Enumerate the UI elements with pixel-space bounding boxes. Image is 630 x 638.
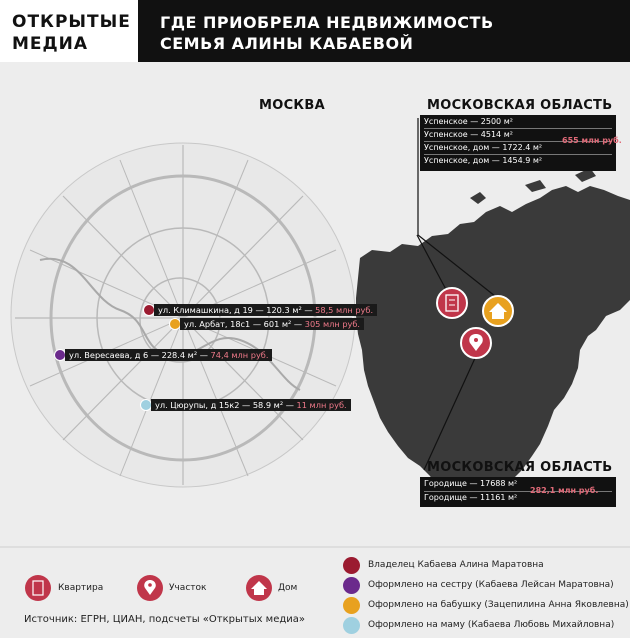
- legend-owner-label: Оформлено на бабушку (Зацепилина Анна Яковлевна): [368, 600, 629, 610]
- moscow-property-label: ул. Климашкина, д 19 — 120.3 м² — 58,5 млн руб.: [154, 304, 377, 316]
- legend-plot-label: Участок: [169, 583, 207, 593]
- island-1: [470, 192, 486, 204]
- logo-line2: МЕДИА: [12, 34, 89, 54]
- oblast-top-total: 655 млн руб.: [562, 136, 622, 145]
- title-bar: [138, 0, 630, 62]
- legend-owner-dot: [343, 617, 360, 634]
- oblast-top-row: Успенское, дом — 1722.4 м²: [424, 143, 543, 152]
- title-line1: ГДЕ ПРИОБРЕЛА НЕДВИЖИМОСТЬ: [160, 13, 494, 32]
- oblast-bottom-row: Городище — 11161 м²: [424, 493, 518, 502]
- legend-owner-label: Владелец Кабаева Алина Маратовна: [368, 560, 544, 570]
- legend-owner-dot: [343, 557, 360, 574]
- house-icon: [246, 575, 272, 601]
- title-line2: СЕМЬЯ АЛИНЫ КАБАЕВОЙ: [160, 34, 414, 53]
- oblast-bottom-title: МОСКОВСКАЯ ОБЛАСТЬ: [427, 460, 613, 475]
- oblast-bottom-row: Городище — 17688 м²: [424, 479, 518, 488]
- legend-owner-dot: [343, 597, 360, 614]
- house-marker-map: [483, 296, 513, 326]
- oblast-bottom-box: [420, 477, 616, 507]
- oblast-top-title: МОСКОВСКАЯ ОБЛАСТЬ: [427, 98, 613, 113]
- legend-house-label: Дом: [278, 583, 298, 593]
- source-note: Источник: ЕГРН, ЦИАН, подсчеты «Открытых медиа»: [24, 614, 306, 625]
- oblast-top-row: Успенское — 4514 м²: [424, 130, 513, 139]
- legend-owner-label: Оформлено на маму (Кабаева Любовь Михайловна): [368, 620, 615, 630]
- moscow-property-label: ул. Арбат, 18с1 — 601 м² — 305 млн руб.: [180, 318, 364, 330]
- legend-owner-label: Оформлено на сестру (Кабаева Лейсан Маратовна): [368, 580, 614, 590]
- russia-silhouette: [356, 186, 630, 505]
- oblast-top-box: [420, 115, 622, 171]
- apartment-marker-map: [437, 288, 467, 318]
- oblast-top-row: Успенское — 2500 м²: [424, 117, 513, 126]
- logo-line1: ОТКРЫТЫЕ: [12, 12, 131, 32]
- oblast-top-row: Успенское, дом — 1454.9 м²: [424, 156, 543, 165]
- plot-marker-map: [461, 328, 491, 358]
- plot-pin-icon: [137, 575, 163, 601]
- legend-owner-dot: [343, 577, 360, 594]
- moscow-property-label: ул. Вересаева, д 6 — 228.4 м² — 74,4 млн руб.: [65, 349, 272, 361]
- legend-apartment-label: Квартира: [58, 583, 104, 593]
- logo: [0, 0, 138, 62]
- moscow-title: МОСКВА: [259, 98, 325, 113]
- island-2: [525, 180, 546, 192]
- apartment-icon: [25, 575, 51, 601]
- oblast-bottom-total: 282,1 млн руб.: [530, 486, 599, 495]
- moscow-property-label: ул. Цюрупы, д 15к2 — 58.9 м² — 11 млн руб.: [151, 399, 351, 411]
